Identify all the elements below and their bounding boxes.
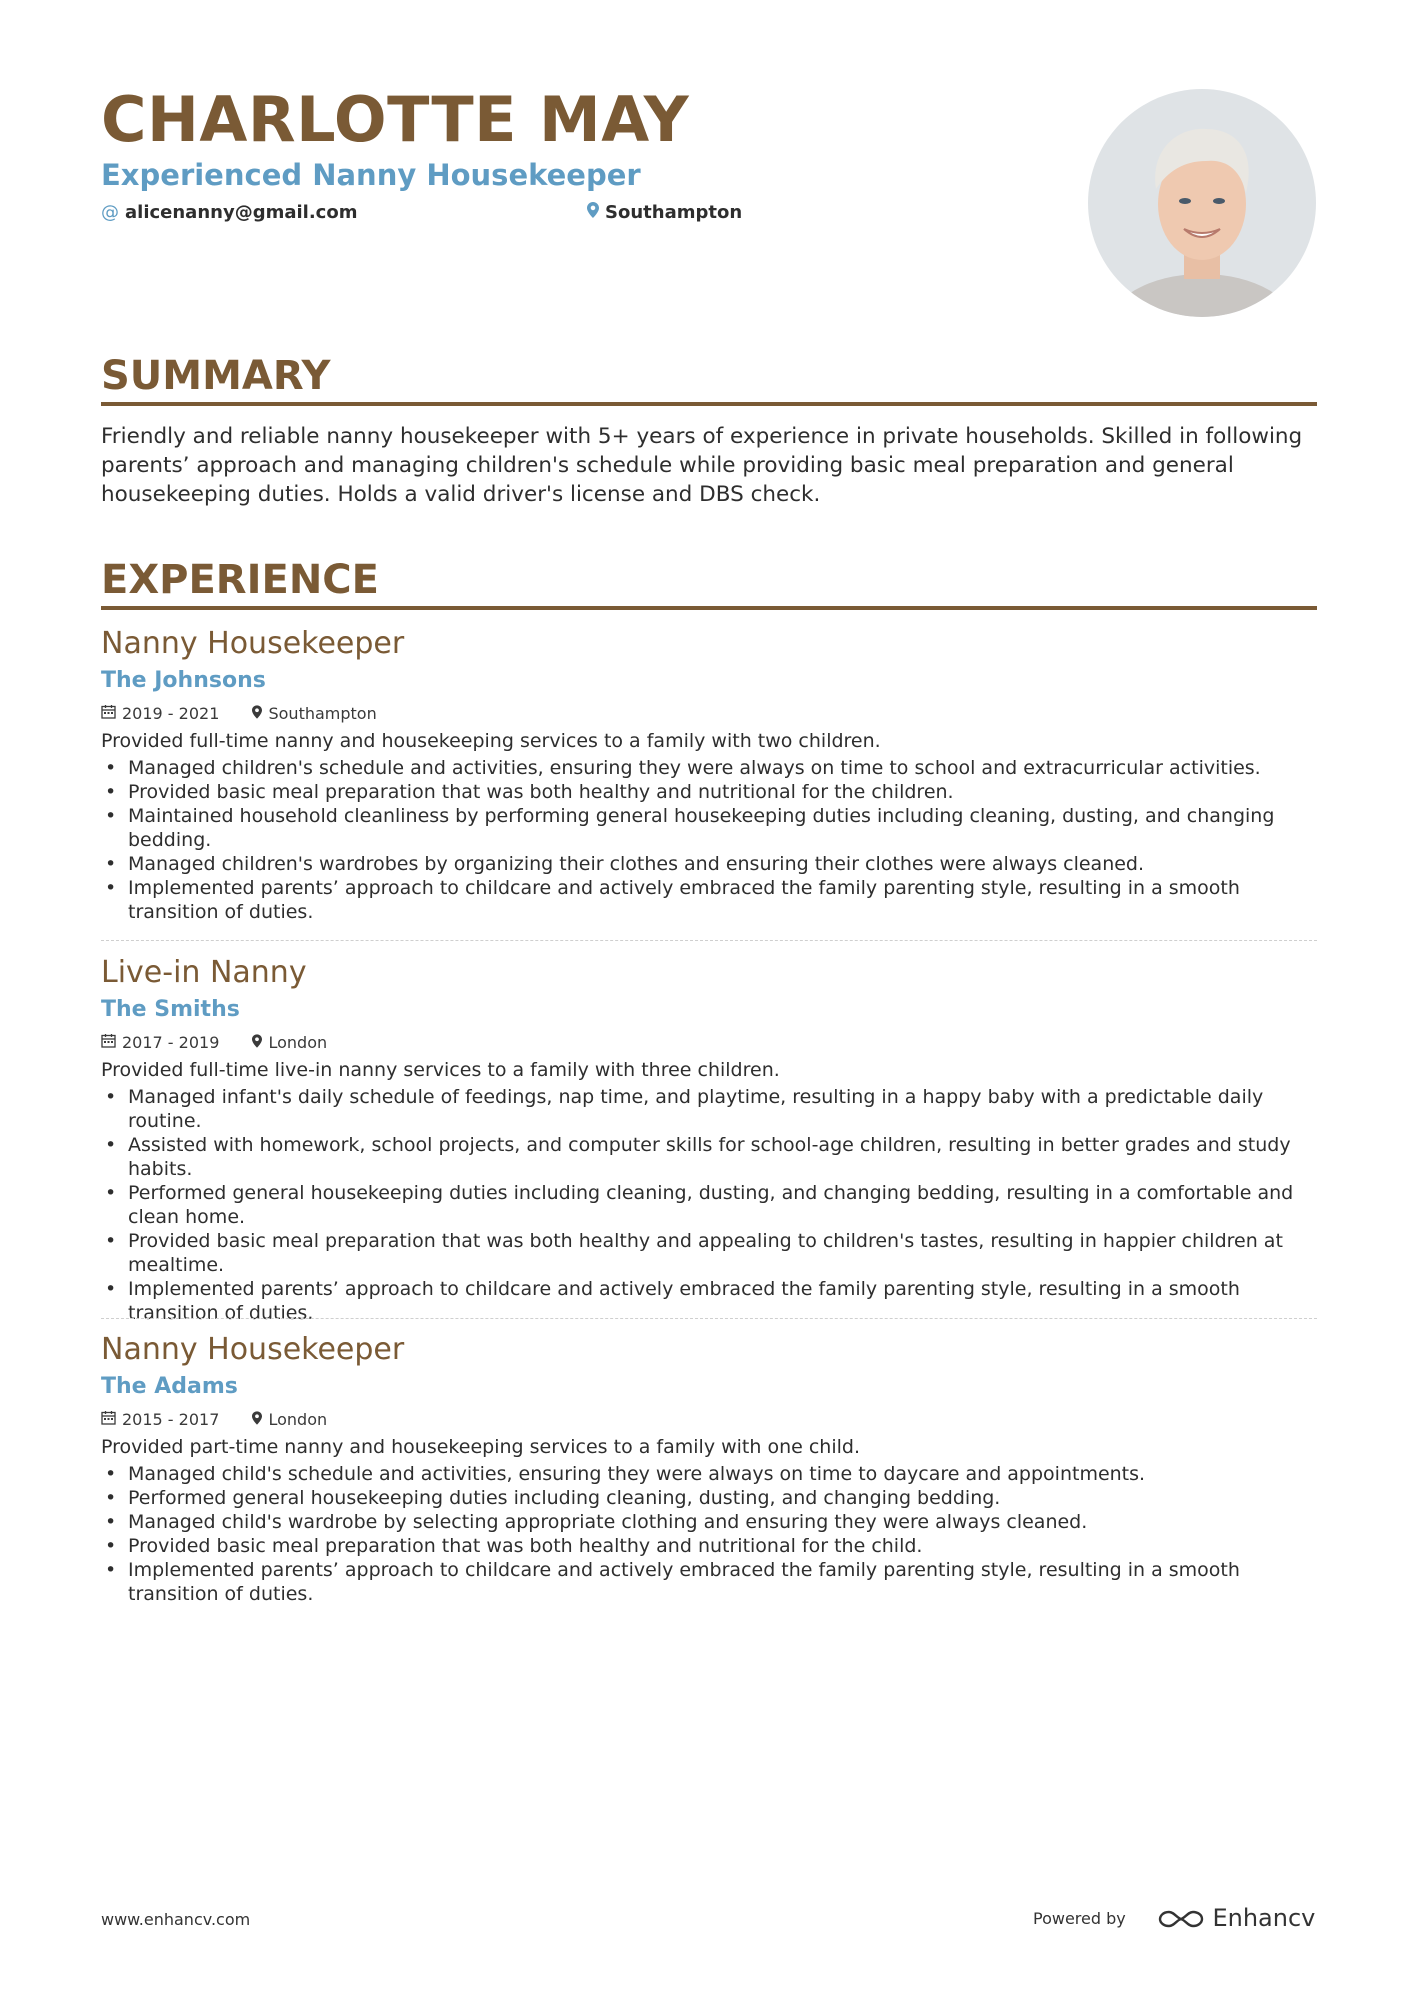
job-role: Nanny Housekeeper [101,626,405,661]
list-item: • Assisted with homework, school projects, and computer skills for school-age children, resulting in better grades and study habits. [105,1134,1291,1180]
job-description: Provided full-time live-in nanny services to a family with three children. [101,1059,780,1081]
map-pin-icon [252,1031,262,1055]
powered-by-label: Powered by [1033,1908,1126,1928]
email-text: alicenanny@gmail.com [125,202,358,223]
list-item: • Provided basic meal preparation that was both healthy and nutritional for the child. [105,1535,923,1557]
job-bullets [101,1085,1317,1325]
job-location: London [268,1409,328,1429]
job-bullets [101,1462,1317,1606]
list-item: • Implemented parents’ approach to childcare and actively embraced the family parenting style, resulting in a smooth transition of duties. [105,877,1240,923]
list-item: • Managed children's schedule and activities, ensuring they were always on time to school and extracurricular activities. [105,757,1261,779]
list-item: • Managed infant's daily schedule of feedings, nap time, and playtime, resulting in a happy baby with a predictable daily routine. [105,1086,1264,1132]
job-company: The Adams [101,1374,238,1399]
calendar-icon [101,1031,116,1055]
list-item: • Performed general housekeeping duties including cleaning, dusting, and changing bedding, resulting in a comfortable and clean home. [105,1182,1294,1228]
job-role: Live-in Nanny [101,955,307,990]
job-description: Provided part-time nanny and housekeeping services to a family with one child. [101,1436,860,1458]
calendar-icon [101,702,116,726]
entry-divider [101,1318,1317,1319]
job-bullets [101,756,1317,924]
job-location: London [268,1032,328,1052]
location-contact [587,200,742,226]
email-contact[interactable] [101,200,357,226]
candidate-name: CHARLOTTE MAY [101,83,690,156]
job-meta [101,701,1317,725]
job-dates: 2015 - 2017 [122,1409,220,1429]
job-dates: 2019 - 2021 [122,703,220,723]
list-item: • Managed children's wardrobes by organizing their clothes and ensuring their clothes were always cleaned. [105,853,1145,875]
entry-divider [101,940,1317,941]
job-description: Provided full-time nanny and housekeeping services to a family with two children. [101,730,881,752]
experience-entry [101,1331,1317,1606]
list-item: • Provided basic meal preparation that was both healthy and appealing to children's tastes, resulting in happier children at mealtime. [105,1230,1283,1276]
experience-entry [101,625,1317,924]
list-item: • Performed general housekeeping duties including cleaning, dusting, and changing bedding. [105,1487,1001,1509]
enhancv-logo [1157,1904,1316,1932]
summary-text: Friendly and reliable nanny housekeeper with 5+ years of experience in private households. Skilled in following parents’ approach and managing children's schedule while providing basic meal preparation and general housekeeping duties. Holds a valid driver's license and DBS check. [101,424,1303,507]
list-item: • Maintained household cleanliness by performing general housekeeping duties including cleaning, dusting, and changing bedding. [105,805,1275,851]
list-item: • Implemented parents’ approach to childcare and actively embraced the family parenting style, resulting in a smooth transition of duties. [105,1278,1240,1324]
contact-info [101,200,1101,230]
map-pin-icon [587,200,599,226]
summary-heading: SUMMARY [101,350,1317,406]
powered-by-badge[interactable] [1033,1904,1315,1934]
job-meta [101,1030,1317,1054]
list-item: • Implemented parents’ approach to childcare and actively embraced the family parenting style, resulting in a smooth transition of duties. [105,1559,1240,1605]
job-company: The Smiths [101,997,240,1022]
website-link[interactable]: www.enhancv.com [101,1910,251,1929]
at-icon: @ [101,202,119,223]
job-role: Nanny Housekeeper [101,1332,405,1367]
location-text: Southampton [605,202,743,223]
list-item: • Provided basic meal preparation that was both healthy and nutritional for the children. [105,781,954,803]
job-dates: 2017 - 2019 [122,1032,220,1052]
calendar-icon [101,1408,116,1432]
job-location: Southampton [268,703,377,723]
infinity-icon [1157,1907,1205,1931]
list-item: • Managed child's schedule and activities, ensuring they were always on time to daycare and appointments. [105,1463,1146,1485]
experience-heading: EXPERIENCE [101,554,1317,610]
experience-entry [101,954,1317,1325]
resume-header [101,82,1101,230]
job-company: The Johnsons [101,668,266,693]
list-item: • Managed child's wardrobe by selecting appropriate clothing and ensuring they were always cleaned. [105,1511,1088,1533]
job-meta [101,1407,1317,1431]
map-pin-icon [252,702,262,726]
map-pin-icon [252,1408,262,1432]
profile-photo [1088,89,1316,317]
candidate-title: Experienced Nanny Housekeeper [101,158,641,192]
brand-name: Enhancv [1212,1904,1316,1932]
